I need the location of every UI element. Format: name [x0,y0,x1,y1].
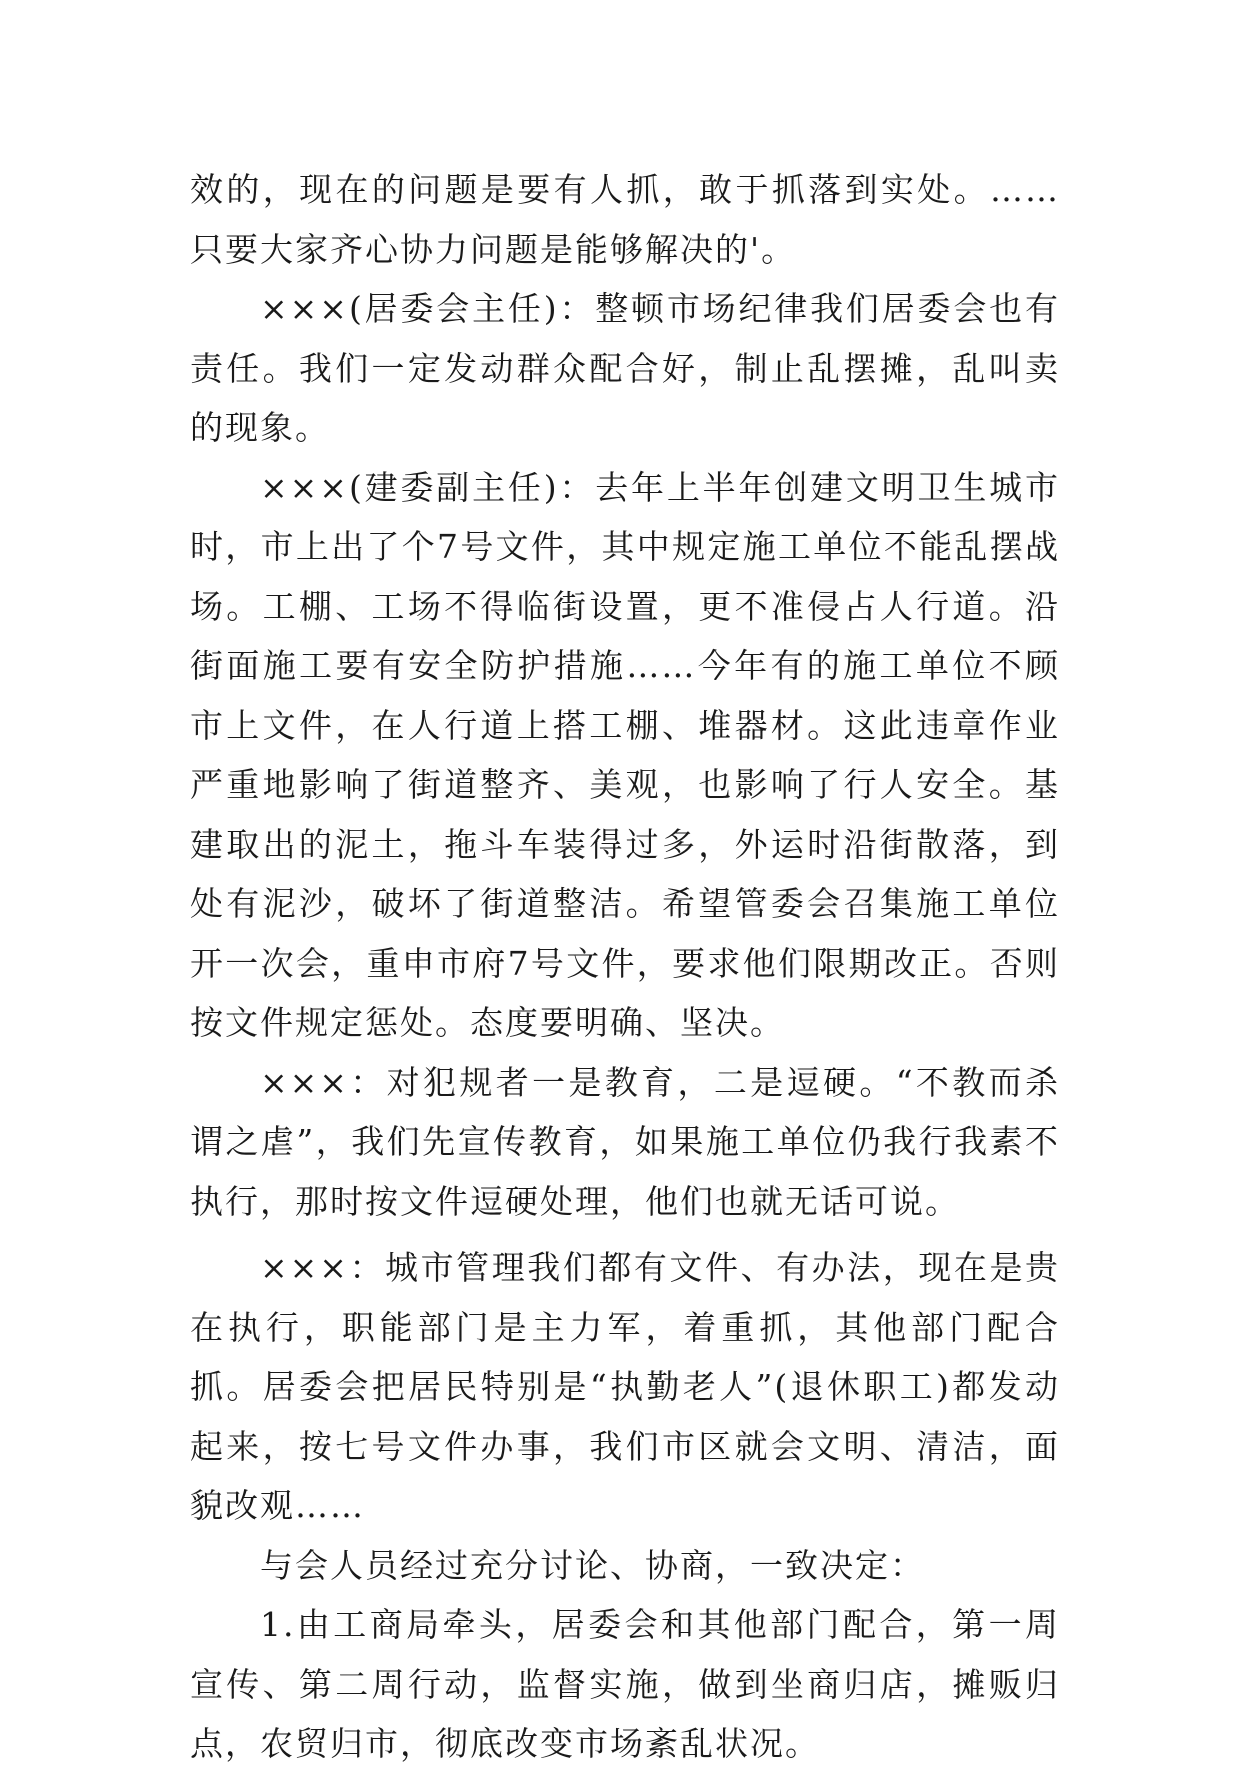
paragraph-education-enforcement: ×××：对犯规者一是教育，二是逗硬。“不教而杀谓之虐”，我们先宣传教育，如果施工单位仍我行我素不执行，那时按文件逗硬处理，他们也就无话可说。 [190,1062,1060,1221]
document-body [190,160,1060,1774]
paragraph-committee-director: ×××(居委会主任)：整顿市场纪律我们居委会也有责任。我们一定发动群众配合好，制止乱摆摊，乱叫卖的现象。 [190,289,1060,447]
paragraph-city-management: ×××：城市管理我们都有文件、有办法，现在是贵在执行，职能部门是主力军，着重抓，其他部门配合抓。居委会把居民特别是“执勤老人”(退休职工)都发动起来，按七号文件办事，我们市区就会文明、清洁，面貌改观…… [190,1248,1060,1525]
paragraph-construction-deputy: ×××(建委副主任)：去年上半年创建文明卫生城市时，市上出了个7号文件，其中规定施工单位不能乱摆战场。工棚、工场不得临街设置，更不准侵占人行道。沿街面施工要有安全防护措施……今年有的施工单位不顾市上文件，在人行道上搭工棚、堆器材。这此违章作业严重地影响了街道整齐、美观，也影响了行人安全。基建取出的泥土，拖斗车装得过多，外运时沿街散落，到处有泥沙，破坏了街道整洁。希望管委会召集施工单位开一次会，重申市府7号文件，要求他们限期改正。否则按文件规定惩处。态度要明确、坚决。 [190,467,1060,1042]
paragraph-continued: 效的，现在的问题是要有人抓，敢于抓落到实处。……只要大家齐心协力问题是能够解决的'。 [190,170,1060,269]
paragraph-decision-intro: 与会人员经过充分讨论、协商，一致决定： [260,1545,925,1585]
paragraph-decision-item-1: 1.由工商局牵头，居委会和其他部门配合，第一周宣传、第二周行动，监督实施，做到坐商归店，摊贩归点，农贸归市，彻底改变市场紊乱状况。 [190,1605,1060,1763]
